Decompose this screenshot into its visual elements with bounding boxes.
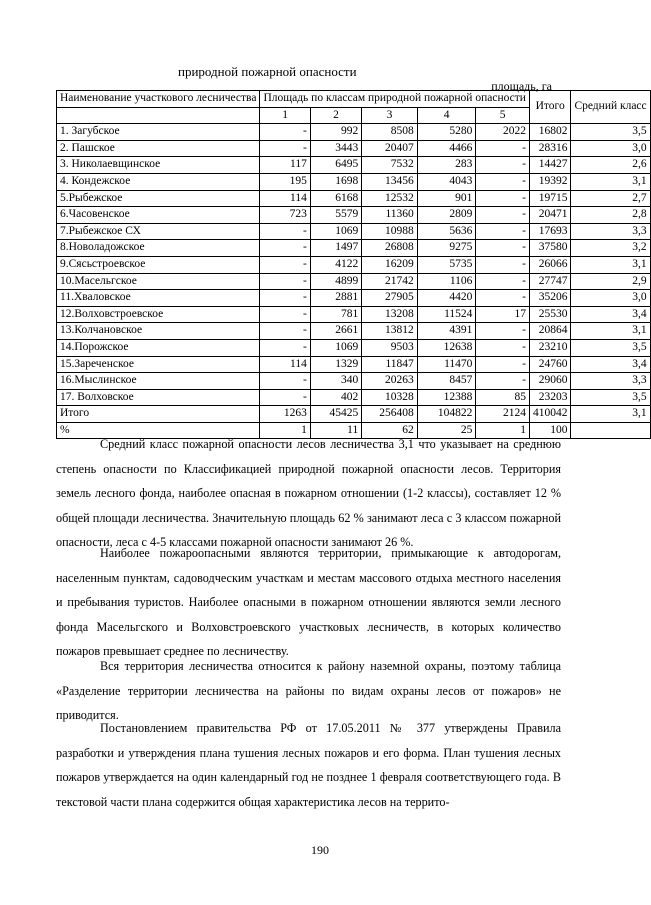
cell-c3: 16209 bbox=[362, 256, 418, 273]
cell-avg: 3,4 bbox=[571, 306, 650, 323]
row-name-cell: 3. Николаевщинское bbox=[57, 157, 260, 174]
cell-c1: - bbox=[260, 373, 310, 390]
cell-total: 20471 bbox=[529, 207, 571, 224]
table-row bbox=[57, 124, 651, 141]
cell-c2: 1069 bbox=[310, 223, 361, 240]
cell-c2: 340 bbox=[310, 373, 361, 390]
row-name-cell: 15.Зареченское bbox=[57, 356, 260, 373]
cell-c2: 45425 bbox=[310, 406, 361, 423]
cell-c5: - bbox=[476, 157, 530, 174]
cell-c2: 11 bbox=[310, 422, 361, 439]
cell-c1: - bbox=[260, 306, 310, 323]
cell-total: 16802 bbox=[529, 124, 571, 141]
cell-c4: 4466 bbox=[417, 140, 476, 157]
paragraph-4-text: Постановлением правительства РФ от 17.05.2011 № 377 утверждены Правила разработки и утверждения плана тушения лесных пожаров и его форма. План тушения лесных пожаров утверждается на один календарный год не позднее 1 февраля соответствующего года. В текстовой части плана содержится общая характеристика лесов на террито- bbox=[56, 721, 561, 809]
cell-c3: 9503 bbox=[362, 339, 418, 356]
cell-c1: - bbox=[260, 389, 310, 406]
cell-avg: 3,5 bbox=[571, 389, 650, 406]
cell-c3: 13812 bbox=[362, 323, 418, 340]
cell-c4: 5636 bbox=[417, 223, 476, 240]
table-row bbox=[57, 173, 651, 190]
cell-c1: 723 bbox=[260, 207, 310, 224]
table-row bbox=[57, 323, 651, 340]
cell-c1: 114 bbox=[260, 356, 310, 373]
row-name-cell: 5.Рыбежское bbox=[57, 190, 260, 207]
cell-c5: - bbox=[476, 240, 530, 257]
cell-c3: 26808 bbox=[362, 240, 418, 257]
cell-avg: 3,2 bbox=[571, 240, 650, 257]
cell-c4: 12388 bbox=[417, 389, 476, 406]
cell-c4: 11470 bbox=[417, 356, 476, 373]
cell-c2: 1329 bbox=[310, 356, 361, 373]
cell-avg bbox=[571, 422, 650, 439]
table-row bbox=[57, 356, 651, 373]
cell-c1: 1 bbox=[260, 422, 310, 439]
table-row bbox=[57, 256, 651, 273]
paragraph-1-text: Средний класс пожарной опасности лесов лесничества 3,1 что указывает на среднюю степень опасности по Классификацией природной пожарной опасности лесов. Территория земель лесного фонда, наиболее опасная в пожарном отношении (1-2 классы), составляет 12 % общей площади лесничества. Значительную площадь 62 % занимают леса с 3 классом пожарной опасности, леса с 4-5 классами пожарной опасности занимают 26 %. bbox=[56, 437, 561, 549]
cell-c3: 20263 bbox=[362, 373, 418, 390]
paragraph-2-text: Наиболее пожароопасными являются территории, примыкающие к автодорогам, населенным пунктам, садоводческим участкам и местам массового отдыха местного населения и пребывания туристов. Наиболее опасными в пожарном отношении являются земли лесного фонда Масельгского и Волховстроевского участковых лесничеств, в которых количество пожаров превышает среднее по лесничеству. bbox=[56, 546, 561, 658]
cell-c1: - bbox=[260, 290, 310, 307]
row-name-cell: 7.Рыбежское СХ bbox=[57, 223, 260, 240]
page-number: 190 bbox=[311, 843, 329, 857]
cell-c2: 2661 bbox=[310, 323, 361, 340]
table-row bbox=[57, 223, 651, 240]
table-row bbox=[57, 240, 651, 257]
cell-c2: 402 bbox=[310, 389, 361, 406]
cell-c1: - bbox=[260, 140, 310, 157]
cell-c1: - bbox=[260, 256, 310, 273]
cell-total: 37580 bbox=[529, 240, 571, 257]
cell-c3: 11360 bbox=[362, 207, 418, 224]
cell-c4: 25 bbox=[417, 422, 476, 439]
row-name-cell: 13.Колчановское bbox=[57, 323, 260, 340]
cell-c3: 10328 bbox=[362, 389, 418, 406]
cell-c4: 4420 bbox=[417, 290, 476, 307]
cell-c5: 17 bbox=[476, 306, 530, 323]
cell-c2: 3443 bbox=[310, 140, 361, 157]
cell-c3: 10988 bbox=[362, 223, 418, 240]
cell-c5: - bbox=[476, 273, 530, 290]
table-row bbox=[57, 273, 651, 290]
row-name-cell: 6.Часовенское bbox=[57, 207, 260, 224]
cell-c4: 9275 bbox=[417, 240, 476, 257]
cell-avg: 2,7 bbox=[571, 190, 650, 207]
header-name: Наименование участкового лесничества bbox=[57, 91, 260, 108]
cell-avg: 3,0 bbox=[571, 290, 650, 307]
cell-c4: 11524 bbox=[417, 306, 476, 323]
cell-avg: 2,6 bbox=[571, 157, 650, 174]
cell-c3: 21742 bbox=[362, 273, 418, 290]
cell-c5: - bbox=[476, 207, 530, 224]
cell-c5: 2022 bbox=[476, 124, 530, 141]
cell-c4: 8457 bbox=[417, 373, 476, 390]
cell-c4: 12638 bbox=[417, 339, 476, 356]
row-name-cell: 11.Хваловское bbox=[57, 290, 260, 307]
table-row bbox=[57, 306, 651, 323]
cell-c2: 6495 bbox=[310, 157, 361, 174]
table-body bbox=[57, 124, 651, 439]
cell-c2: 2881 bbox=[310, 290, 361, 307]
cell-avg: 2,8 bbox=[571, 207, 650, 224]
row-name-cell: 17. Волховское bbox=[57, 389, 260, 406]
cell-c3: 13456 bbox=[362, 173, 418, 190]
row-name-cell: 12.Волховстроевское bbox=[57, 306, 260, 323]
table-caption: природной пожарной опасности bbox=[178, 64, 357, 79]
paragraph-4 bbox=[56, 716, 561, 814]
cell-avg: 3,1 bbox=[571, 406, 650, 423]
cell-c3: 62 bbox=[362, 422, 418, 439]
header-class-4: 4 bbox=[417, 107, 476, 124]
cell-total: 19715 bbox=[529, 190, 571, 207]
cell-c2: 781 bbox=[310, 306, 361, 323]
cell-total: 14427 bbox=[529, 157, 571, 174]
row-name-cell: 2. Пашское bbox=[57, 140, 260, 157]
cell-c4: 4391 bbox=[417, 323, 476, 340]
cell-c2: 5579 bbox=[310, 207, 361, 224]
row-name-cell: 8.Новоладожское bbox=[57, 240, 260, 257]
table-row bbox=[57, 389, 651, 406]
cell-c3: 256408 bbox=[362, 406, 418, 423]
cell-c2: 992 bbox=[310, 124, 361, 141]
cell-c2: 4122 bbox=[310, 256, 361, 273]
cell-avg: 2,9 bbox=[571, 273, 650, 290]
cell-c5: 85 bbox=[476, 389, 530, 406]
row-name-cell: 16.Мыслинское bbox=[57, 373, 260, 390]
fire-hazard-table bbox=[56, 90, 651, 439]
table-row bbox=[57, 157, 651, 174]
cell-total: 25530 bbox=[529, 306, 571, 323]
cell-total: 28316 bbox=[529, 140, 571, 157]
cell-c1: - bbox=[260, 273, 310, 290]
cell-total: 17693 bbox=[529, 223, 571, 240]
cell-c1: - bbox=[260, 124, 310, 141]
cell-c1: 114 bbox=[260, 190, 310, 207]
cell-c5: - bbox=[476, 190, 530, 207]
cell-c1: 1263 bbox=[260, 406, 310, 423]
header-avg-class: Средний класс bbox=[571, 91, 650, 124]
row-name-cell: Итого bbox=[57, 406, 260, 423]
cell-c5: 2124 bbox=[476, 406, 530, 423]
cell-c3: 7532 bbox=[362, 157, 418, 174]
cell-total: 410042 bbox=[529, 406, 571, 423]
cell-c3: 11847 bbox=[362, 356, 418, 373]
cell-c4: 2809 bbox=[417, 207, 476, 224]
cell-total: 23203 bbox=[529, 389, 571, 406]
row-name-cell: % bbox=[57, 422, 260, 439]
table-row bbox=[57, 190, 651, 207]
cell-c4: 283 bbox=[417, 157, 476, 174]
row-name-cell: 4. Кондежское bbox=[57, 173, 260, 190]
header-name-cont bbox=[57, 107, 260, 124]
cell-avg: 3,5 bbox=[571, 124, 650, 141]
header-class-2: 2 bbox=[310, 107, 361, 124]
unit-label: площадь, га bbox=[491, 79, 552, 93]
cell-c4: 1106 bbox=[417, 273, 476, 290]
cell-avg: 3,0 bbox=[571, 140, 650, 157]
cell-c5: - bbox=[476, 323, 530, 340]
cell-c5: - bbox=[476, 339, 530, 356]
row-name-cell: 14.Порожское bbox=[57, 339, 260, 356]
cell-avg: 3,1 bbox=[571, 173, 650, 190]
cell-avg: 3,3 bbox=[571, 223, 650, 240]
cell-c4: 901 bbox=[417, 190, 476, 207]
cell-c5: - bbox=[476, 373, 530, 390]
table-row bbox=[57, 207, 651, 224]
row-name-cell: 1. Загубское bbox=[57, 124, 260, 141]
table-row bbox=[57, 290, 651, 307]
cell-c5: - bbox=[476, 223, 530, 240]
row-name-cell: 10.Масельгское bbox=[57, 273, 260, 290]
cell-total: 23210 bbox=[529, 339, 571, 356]
cell-c4: 5280 bbox=[417, 124, 476, 141]
row-name-cell: 9.Сясьстроевское bbox=[57, 256, 260, 273]
cell-c5: - bbox=[476, 356, 530, 373]
cell-total: 27747 bbox=[529, 273, 571, 290]
cell-c3: 8508 bbox=[362, 124, 418, 141]
cell-c2: 1497 bbox=[310, 240, 361, 257]
cell-total: 20864 bbox=[529, 323, 571, 340]
cell-total: 29060 bbox=[529, 373, 571, 390]
header-class-3: 3 bbox=[362, 107, 418, 124]
paragraph-3-text: Вся территория лесничества относится к району наземной охраны, поэтому таблица «Разделение территории лесничества на районы по видам охраны лесов от пожаров» не приводится. bbox=[56, 659, 561, 722]
cell-total: 35206 bbox=[529, 290, 571, 307]
header-area-group: Площадь по классам природной пожарной опасности bbox=[260, 91, 530, 108]
cell-c1: - bbox=[260, 240, 310, 257]
cell-c2: 1698 bbox=[310, 173, 361, 190]
cell-c5: 1 bbox=[476, 422, 530, 439]
cell-total: 24760 bbox=[529, 356, 571, 373]
cell-c4: 5735 bbox=[417, 256, 476, 273]
cell-c5: - bbox=[476, 140, 530, 157]
cell-total: 19392 bbox=[529, 173, 571, 190]
cell-c2: 6168 bbox=[310, 190, 361, 207]
table-row bbox=[57, 339, 651, 356]
cell-avg: 3,5 bbox=[571, 339, 650, 356]
cell-c1: 195 bbox=[260, 173, 310, 190]
cell-c1: - bbox=[260, 223, 310, 240]
cell-c3: 27905 bbox=[362, 290, 418, 307]
cell-total: 26066 bbox=[529, 256, 571, 273]
header-class-5: 5 bbox=[476, 107, 530, 124]
header-class-1: 1 bbox=[260, 107, 310, 124]
cell-c3: 12532 bbox=[362, 190, 418, 207]
cell-c1: - bbox=[260, 339, 310, 356]
cell-c4: 104822 bbox=[417, 406, 476, 423]
paragraph-2 bbox=[56, 541, 561, 664]
cell-c3: 13208 bbox=[362, 306, 418, 323]
cell-c5: - bbox=[476, 173, 530, 190]
cell-c2: 4899 bbox=[310, 273, 361, 290]
table-row bbox=[57, 373, 651, 390]
cell-avg: 3,3 bbox=[571, 373, 650, 390]
cell-c3: 20407 bbox=[362, 140, 418, 157]
cell-c4: 4043 bbox=[417, 173, 476, 190]
cell-c5: - bbox=[476, 290, 530, 307]
cell-c1: - bbox=[260, 323, 310, 340]
cell-c5: - bbox=[476, 256, 530, 273]
cell-avg: 3,1 bbox=[571, 256, 650, 273]
table-row bbox=[57, 406, 651, 423]
cell-c2: 1069 bbox=[310, 339, 361, 356]
table-row bbox=[57, 140, 651, 157]
cell-total: 100 bbox=[529, 422, 571, 439]
cell-avg: 3,4 bbox=[571, 356, 650, 373]
cell-c1: 117 bbox=[260, 157, 310, 174]
paragraph-1 bbox=[56, 432, 561, 555]
header-total: Итого bbox=[529, 91, 571, 124]
cell-avg: 3,1 bbox=[571, 323, 650, 340]
